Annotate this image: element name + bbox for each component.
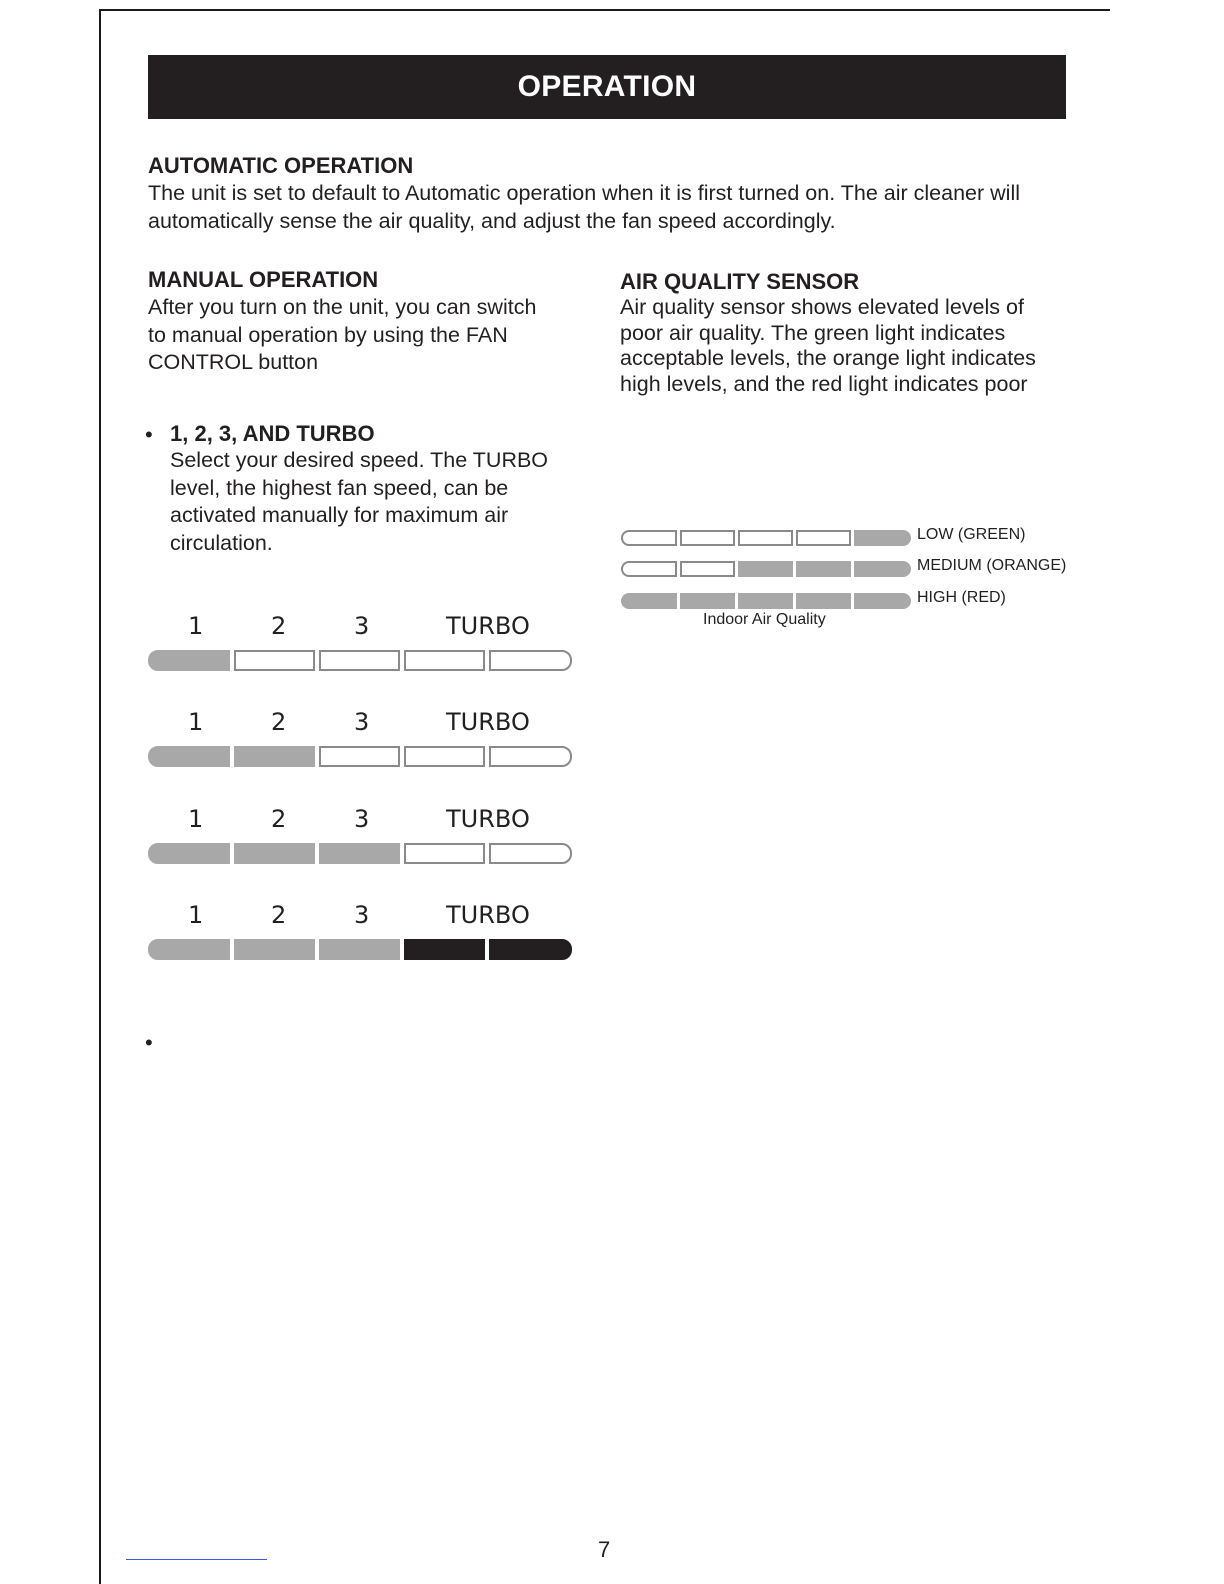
air-quality-segment	[738, 593, 793, 609]
air-quality-segment	[796, 530, 851, 546]
air-quality-segment	[796, 561, 851, 577]
air-quality-level-row	[621, 526, 1061, 546]
speed-segment	[489, 746, 572, 767]
automatic-operation-heading: AUTOMATIC OPERATION	[148, 153, 414, 178]
text-line: to manual operation by using the FAN	[148, 322, 508, 347]
text-line: circulation.	[170, 530, 273, 555]
air-quality-text	[620, 295, 1080, 397]
air-quality-segment	[621, 593, 677, 609]
speed-segment	[404, 650, 485, 671]
air-quality-segment	[738, 530, 793, 546]
air-quality-level-row	[621, 557, 1067, 577]
air-quality-segment	[854, 593, 911, 609]
speeds-text	[170, 447, 590, 557]
text-line: After you turn on the unit, you can switch	[148, 295, 537, 319]
speed-label: 1	[188, 612, 204, 640]
speed-label: 2	[271, 708, 287, 736]
speed-label: 1	[188, 901, 204, 929]
automatic-operation-text	[148, 180, 1078, 235]
manual-operation-text	[148, 294, 588, 377]
text-line: poor air quality. The green light indicates	[620, 320, 1006, 345]
speed-segment	[234, 746, 315, 767]
speed-segment	[489, 939, 572, 960]
speed-segment-bar	[148, 843, 572, 864]
air-quality-heading: AIR QUALITY SENSOR	[620, 269, 860, 294]
fan-speed-indicator	[148, 901, 572, 961]
page-frame-left-border	[99, 9, 101, 1584]
speed-segment	[234, 843, 315, 864]
speed-segment	[319, 843, 400, 864]
text-line: The unit is set to default to Automatic operation when it is first turned on. The air cleaner will	[148, 181, 1020, 205]
speed-segment	[319, 939, 400, 960]
speed-label: 1	[188, 805, 204, 833]
speed-segment	[148, 939, 230, 960]
speed-label: 2	[271, 805, 287, 833]
speed-label: 3	[354, 901, 370, 929]
speed-segment	[404, 939, 485, 960]
speeds-heading: 1, 2, 3, AND TURBO	[170, 421, 375, 446]
text-line: Select your desired speed. The TURBO	[170, 448, 549, 472]
air-quality-segment	[621, 561, 677, 577]
speed-label: 3	[354, 805, 370, 833]
air-quality-segment	[854, 561, 911, 577]
section-banner	[148, 55, 1066, 119]
air-quality-segment	[621, 530, 677, 546]
speed-labels	[148, 805, 572, 835]
air-quality-level-row	[621, 589, 1061, 609]
text-line: CONTROL button	[148, 350, 319, 374]
text-line: automatically sense the air quality, and adjust the fan speed accordingly.	[148, 208, 836, 233]
speed-segment-bar	[148, 650, 572, 671]
air-quality-segment	[854, 530, 911, 546]
air-quality-bar	[621, 593, 911, 609]
air-quality-bar	[621, 530, 911, 546]
text-line: high levels, and the red light indicates poor	[620, 371, 1028, 396]
text-line: acceptable levels, the orange light indicates	[620, 346, 1036, 370]
speed-labels	[148, 612, 572, 642]
speed-label: 2	[271, 612, 287, 640]
air-quality-segment	[680, 530, 735, 546]
empty-bullet: •	[145, 1030, 153, 1055]
air-quality-segment	[738, 561, 793, 577]
speed-segment	[148, 746, 230, 767]
air-quality-level-label: LOW (GREEN)	[917, 526, 1026, 543]
page-number: 7	[598, 1537, 611, 1562]
page-frame-top-border	[99, 9, 1110, 11]
footer-link-underline	[126, 1559, 267, 1560]
air-quality-segment	[796, 593, 851, 609]
fan-speed-indicator	[148, 708, 572, 768]
speed-segment	[234, 939, 315, 960]
text-line: level, the highest fan speed, can be	[170, 475, 509, 500]
bullet-marker: •	[145, 422, 153, 447]
manual-operation-heading: MANUAL OPERATION	[148, 267, 379, 292]
air-quality-level-label: HIGH (RED)	[917, 589, 1006, 606]
speed-segment	[404, 843, 485, 864]
text-line: Air quality sensor shows elevated levels of	[620, 295, 1024, 319]
speed-segment-bar	[148, 746, 572, 767]
speed-segment-bar	[148, 939, 572, 960]
speed-segment	[148, 843, 230, 864]
speed-segment	[148, 650, 230, 671]
air-quality-segment	[680, 593, 735, 609]
speed-segment	[404, 746, 485, 767]
speed-label: 1	[188, 708, 204, 736]
speed-labels	[148, 708, 572, 738]
speed-segment	[234, 650, 315, 671]
speed-label: TURBO	[446, 805, 530, 833]
speed-label: TURBO	[446, 901, 530, 929]
speed-labels	[148, 901, 572, 931]
air-quality-segment	[680, 561, 735, 577]
speed-segment	[489, 650, 572, 671]
air-quality-caption: Indoor Air Quality	[703, 611, 826, 628]
speed-label: 3	[354, 612, 370, 640]
speed-label: 3	[354, 708, 370, 736]
speed-label: 2	[271, 901, 287, 929]
fan-speed-indicator	[148, 612, 572, 672]
text-line: activated manually for maximum air	[170, 503, 509, 527]
speed-label: TURBO	[446, 612, 530, 640]
fan-speed-indicator	[148, 805, 572, 865]
air-quality-level-label: MEDIUM (ORANGE)	[917, 557, 1067, 574]
speed-label: TURBO	[446, 708, 530, 736]
speed-segment	[319, 650, 400, 671]
air-quality-bar	[621, 561, 911, 577]
speed-segment	[319, 746, 400, 767]
banner-title: OPERATION	[517, 70, 697, 103]
speed-segment	[489, 843, 572, 864]
